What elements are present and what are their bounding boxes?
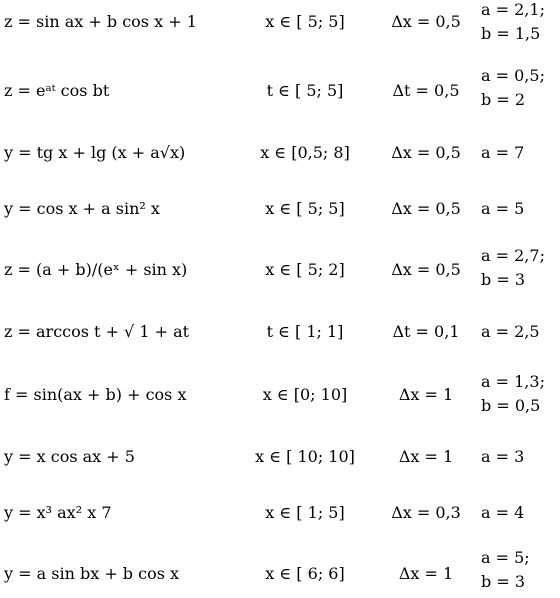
param-a: a = 1,3; <box>481 372 545 391</box>
step: Δx = 1 <box>398 385 454 404</box>
step: Δx = 0,5 <box>391 143 461 162</box>
domain: t ∈ [ 5; 5] <box>266 81 344 100</box>
step: Δx = 0,5 <box>391 12 461 31</box>
domain: t ∈ [ 1; 1] <box>266 322 344 341</box>
formula: z = eᵃᵗ cos bt <box>4 81 110 100</box>
param-b: b = 3 <box>481 270 525 289</box>
formula: f = sin(ax + b) + cos x <box>4 385 187 404</box>
step: Δx = 1 <box>398 564 454 583</box>
param-a: a = 3 <box>481 447 525 466</box>
domain: x ∈ [ 6; 6] <box>265 564 345 583</box>
domain: x ∈ [0; 10] <box>262 385 348 404</box>
table-row <box>0 370 560 420</box>
domain: x ∈ [ 1; 5] <box>265 503 345 522</box>
param-a: a = 2,5 <box>481 322 540 341</box>
params <box>481 244 545 292</box>
step: Δx = 0,3 <box>391 503 461 522</box>
domain: x ∈ [ 5; 5] <box>265 199 345 218</box>
domain: x ∈ [ 5; 5] <box>265 12 345 31</box>
param-a: a = 5; <box>481 548 530 567</box>
step: Δx = 0,5 <box>391 199 461 218</box>
params <box>481 199 524 219</box>
param-b: b = 1,5 <box>481 24 541 43</box>
table-row <box>0 199 560 223</box>
table-row <box>0 447 560 471</box>
table-row <box>0 66 560 116</box>
params <box>481 503 524 523</box>
params <box>481 447 524 467</box>
formula: y = tg x + lg (x + a√x) <box>4 143 186 162</box>
param-a: a = 2,1; <box>481 0 545 19</box>
step: Δt = 0,1 <box>392 322 460 341</box>
formula: z = (a + b)/(eˣ + sin x) <box>4 260 188 279</box>
params <box>481 546 530 594</box>
table-row <box>0 503 560 527</box>
param-a: a = 0,5; <box>481 66 545 85</box>
param-a: a = 7 <box>481 143 525 162</box>
param-a: a = 4 <box>481 503 525 522</box>
table-row <box>0 548 560 598</box>
param-a: a = 2,7; <box>481 246 545 265</box>
params <box>481 64 545 112</box>
param-b: b = 0,5 <box>481 396 541 415</box>
formula: y = x cos ax + 5 <box>4 447 135 466</box>
param-a: a = 5 <box>481 199 525 218</box>
params <box>481 143 524 163</box>
domain: x ∈ [0,5; 8] <box>260 143 350 162</box>
domain: x ∈ [ 5; 2] <box>265 260 345 279</box>
params <box>481 370 545 418</box>
formula: y = x³ ax² x 7 <box>4 503 112 522</box>
step: Δx = 0,5 <box>391 260 461 279</box>
params <box>481 322 540 342</box>
table-row <box>0 322 560 346</box>
formula: y = a sin bx + b cos x <box>4 564 180 583</box>
formula: y = cos x + a sin² x <box>4 199 160 218</box>
params <box>481 0 545 46</box>
param-b: b = 3 <box>481 572 525 591</box>
step: Δx = 1 <box>398 447 454 466</box>
step: Δt = 0,5 <box>392 81 460 100</box>
table-row <box>0 0 560 50</box>
domain: x ∈ [ 10; 10] <box>255 447 355 466</box>
param-b: b = 2 <box>481 90 525 109</box>
table-row <box>0 143 560 167</box>
formula: z = arccos t + √ 1 + at <box>4 322 190 341</box>
formula: z = sin ax + b cos x + 1 <box>4 12 197 31</box>
table-row <box>0 246 560 296</box>
